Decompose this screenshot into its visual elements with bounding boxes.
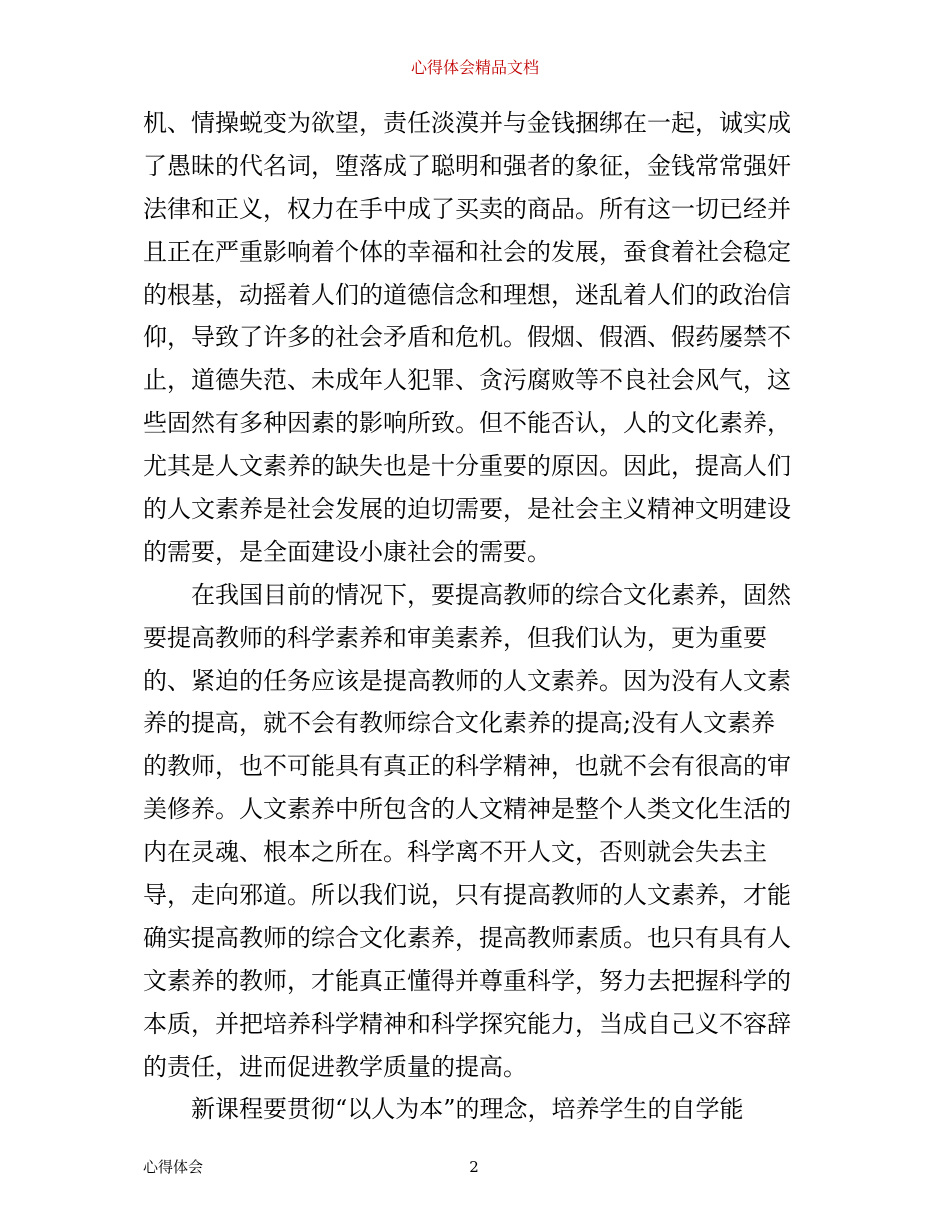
text-line: 的需要，是全面建设小康社会的需要。 <box>143 537 551 566</box>
text-line: 且正在严重影响着个体的幸福和社会的发展，蚕食着社会稳定 <box>143 237 791 266</box>
text-line: 导，走向邪道。所以我们说，只有提高教师的人文素养，才能 <box>143 881 791 910</box>
text-line: 机、情操蜕变为欲望，责任淡漠并与金钱捆绑在一起，诚实成 <box>143 109 791 137</box>
text-line: 的人文素养是社会发展的迫切需要，是社会主义精神文明建设 <box>143 495 791 524</box>
text-line: 本质，并把培养科学精神和科学探究能力，当成自己义不容辞 <box>143 1009 791 1038</box>
text-line: 尤其是人文素养的缺失也是十分重要的原因。因此，提高人们 <box>143 452 791 481</box>
text-line: 了愚昧的代名词，堕落成了聪明和强者的象征，金钱常常强奸 <box>143 151 791 180</box>
paragraph-start-line: 在我国目前的情况下，要提高教师的综合文化素养，固然 <box>143 580 791 609</box>
text-line: 止，道德失范、未成年人犯罪、贪污腐败等不良社会风气，这 <box>143 366 791 395</box>
text-line: 的教师，也不可能具有真正的科学精神，也就不会有很高的审 <box>143 752 791 781</box>
text-line: 文素养的教师，才能真正懂得并尊重科学，努力去把握科学的 <box>143 966 791 995</box>
footer-label: 心得体会 <box>143 1158 204 1176</box>
text-line: 些固然有多种因素的影响所致。但不能否认，人的文化素养， <box>143 409 791 438</box>
text-line: 法律和正义，权力在手中成了买卖的商品。所有这一切已经并 <box>143 194 791 223</box>
text-line: 的根基，动摇着人们的道德信念和理想，迷乱着人们的政治信 <box>143 280 791 309</box>
text-line: 的责任，进而促进教学质量的提高。 <box>143 1052 527 1081</box>
text-line: 养的提高，就不会有教师综合文化素养的提高;没有人文素养 <box>143 709 776 738</box>
page-header-title: 心得体会精品文档 <box>410 58 539 77</box>
text-line: 内在灵魂、根本之所在。科学离不开人文，否则就会失去主 <box>143 838 767 867</box>
document-body <box>143 102 815 1131</box>
page-number: 2 <box>469 1158 479 1176</box>
paragraph-start-line: 新课程要贯彻“以人为本”的理念，培养学生的自学能 <box>143 1095 744 1124</box>
text-line: 的、紧迫的任务应该是提高教师的人文素养。因为没有人文素 <box>143 666 791 695</box>
text-line: 要提高教师的科学素养和审美素养，但我们认为，更为重要 <box>143 623 767 652</box>
text-line: 仰，导致了许多的社会矛盾和危机。假烟、假酒、假药屡禁不 <box>143 323 791 352</box>
text-line: 美修养。人文素养中所包含的人文精神是整个人类文化生活的 <box>143 795 791 824</box>
text-line: 确实提高教师的综合文化素养，提高教师素质。也只有具有人 <box>143 923 791 952</box>
